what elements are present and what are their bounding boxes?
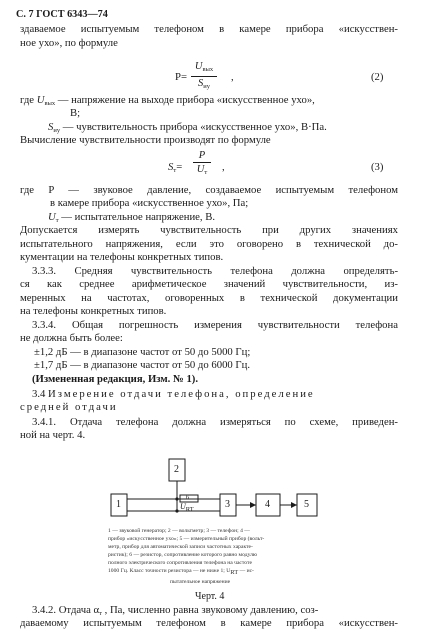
- text-line: меренных на частотах, оговоренных в технической документации: [20, 292, 398, 304]
- text-line: на телефоны конкретных типов.: [20, 305, 167, 317]
- caption-line: пытательное напряжение: [170, 579, 231, 585]
- resistor-label: 6: [186, 494, 190, 501]
- junction-dot: [175, 509, 178, 512]
- figure-title: Черт. 4: [195, 591, 225, 602]
- text-line: ±1,2 дБ — в диапазоне частот от 50 до 5000 Гц;: [34, 346, 251, 358]
- caption-line: 1 — звуковой генератор; 2 — вольтметр; 3 — телефон; 4 —: [108, 528, 250, 534]
- text-line: где P — звуковое давление, создаваемое испытуемым телефоном: [20, 184, 398, 196]
- text-line: $U_т$ — испытательное напряжение, В.: [48, 211, 216, 224]
- amendment-note: (Измененная редакция, Изм. № 1).: [32, 373, 199, 385]
- page-header: С. 7 ГОСТ 6343—74: [16, 9, 108, 20]
- caption-line: ристик); 6 — резистор, сопротивление которого равно модулю: [108, 552, 258, 558]
- text-line: 3.3.3. Средняя чувствительность телефона должна определять-: [32, 265, 398, 277]
- section-heading: средней отдачи: [20, 401, 118, 413]
- caption-line: метр, прибор для автоматической записи частотных характе-: [108, 544, 253, 550]
- box-label-2: 2: [174, 464, 179, 475]
- formula-denominator: $S_{иу}$: [198, 78, 210, 90]
- arrow-head: [250, 502, 256, 508]
- text-line: в камере прибора «искусственное ухо», Па;: [50, 197, 249, 209]
- box-label-5: 5: [304, 499, 309, 510]
- voltage-label: $U_{RT}$: [180, 502, 194, 513]
- formula-numerator: $U_{вых}$: [194, 61, 214, 73]
- text-line: даваемому испытуемым телефоном в камере прибора «искусствен-: [20, 617, 398, 629]
- box-label-4: 4: [265, 499, 270, 510]
- text-line: 3.4.1. Отдача телефона должна измеряться по схеме, приведен-: [32, 416, 398, 428]
- text-line: 3.3.4. Общая погрешность измерения чувствительности телефона: [32, 319, 398, 331]
- formula-numerator: P: [198, 150, 206, 161]
- text-line: $S_{иу}$ — чувствительность прибора «искусственное ухо», В·Па.: [48, 121, 327, 134]
- text-line: испытательного напряжения, если это оговорено в технической до-: [20, 238, 398, 250]
- text-line: здаваемое испытуемым телефоном в камере прибора «искусствен-: [20, 23, 398, 35]
- text-line: не должна быть более:: [20, 332, 123, 344]
- formula-comma: ,: [222, 161, 225, 173]
- caption-line: полного электрического сопротивления телефона на частоте: [108, 560, 252, 566]
- text-line: ся как среднее арифметическое значений чувствительности, из-: [20, 278, 398, 290]
- text-line: ной на черт. 4.: [20, 429, 86, 441]
- box-label-1: 1: [116, 499, 121, 510]
- text-line: Допускается измерять чувствительность при других значениях: [20, 224, 398, 236]
- caption-line: 1000 Гц. Класс точности резистора — не ниже 1; URT — ис-: [108, 568, 254, 576]
- formula-lhs: $S_т=$: [168, 161, 183, 174]
- formula-denominator: $U_т$: [196, 164, 208, 176]
- section-heading: 3.4 Измерение отдачи телефона, определение: [32, 388, 315, 400]
- formula-comma: ,: [231, 71, 234, 83]
- caption-line: прибор «искусственное ухо»; 5 — измерительный прибор (вольт-: [108, 536, 265, 542]
- text-line: В;: [70, 107, 81, 119]
- formula-number: (2): [371, 71, 384, 83]
- text-line: где $U_{вых}$ — напряжение на выходе прибора «искусственное ухо»,: [20, 94, 315, 107]
- text-line: кументации на телефоны конкретных типов.: [20, 251, 224, 263]
- text-line: ±1,7 дБ — в диапазоне частот от 50 до 6000 Гц.: [34, 359, 250, 371]
- junction-dot: [175, 497, 178, 500]
- formula-lhs: P=: [175, 71, 187, 83]
- arrow-head: [291, 502, 297, 508]
- text-line: ное ухо», по формуле: [20, 37, 118, 49]
- text-line: Вычисление чувствительности производят по формуле: [20, 134, 271, 146]
- text-line: 3.4.2. Отдача $\alpha_т$ , Па, численно равна звуковому давлению, соз-: [32, 604, 319, 617]
- formula-number: (3): [371, 161, 384, 173]
- box-label-3: 3: [225, 499, 230, 510]
